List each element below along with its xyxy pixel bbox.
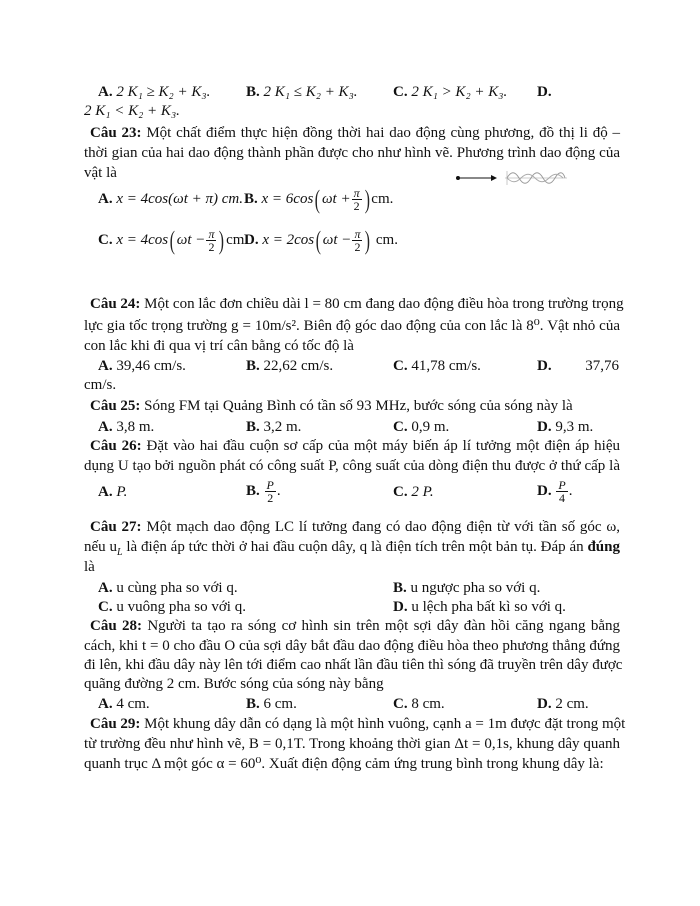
q27-option-d[interactable]: D. u lệch pha bất kì so với q. <box>393 599 566 615</box>
q27-option-c[interactable]: C. u vuông pha so với q. <box>98 599 246 615</box>
q24-line-1: Câu 24: Một con lắc đơn chiều dài l = 80 cm đang dao động điều hòa trong trường trọng <box>90 296 624 312</box>
q25-option-b[interactable]: B. 3,2 m. <box>246 419 302 435</box>
q28-line-1: Câu 28: Người ta tạo ra sóng cơ hình sin trên một sợi dây đàn hồi căng ngang bằng <box>90 618 621 634</box>
q24-option-c[interactable]: C. 41,78 cm/s. <box>393 358 481 374</box>
q26-option-b[interactable]: B. $\frac{P}{2}$ . <box>246 478 281 506</box>
q23-option-b[interactable]: B. x = 6cos( ωt + $\frac{\pi}{2}$ ) cm. <box>244 184 394 214</box>
q23-option-a[interactable]: A. x = 4cos(ωt + π) cm. <box>98 191 243 207</box>
q24-line-3: con lắc khi đi qua vị trí cân bằng có tốc độ là <box>84 338 354 354</box>
q25-line-1: Câu 25: Sóng FM tại Quảng Bình có tần số 93 MHz, bước sóng của sóng này là <box>90 398 573 414</box>
q29-line-1: Câu 29: Một khung dây dẫn có dạng là một hình vuông, cạnh a = 1m được đặt trong một <box>90 716 626 732</box>
q26-option-d[interactable]: D. $\frac{P}{4}$ . <box>537 478 573 506</box>
q25-option-a[interactable]: A. 3,8 m. <box>98 419 155 435</box>
q23-line-1: Câu 23: Một chất điểm thực hiện đồng thời hai dao động cùng phương, đồ thị li độ – <box>90 125 621 141</box>
q28-option-d[interactable]: D. 2 cm. <box>537 696 589 712</box>
q23-option-c[interactable]: C. x = 4cos( ωt − $\frac{\pi}{2}$ ) cm. <box>98 225 249 255</box>
prev-option-d-text: 2 K₁ < K₂ + K₃. <box>84 103 180 119</box>
q28-option-c[interactable]: C. 8 cm. <box>393 696 445 712</box>
q28-line-2: cách, khi t = 0 cho đầu O của sợi dây bắt đầu dao động điều hòa theo phương thẳng đứng <box>84 638 620 654</box>
prev-option-c[interactable]: C. 2 K₁ > K₂ + K₃. <box>393 84 508 100</box>
q27-option-b[interactable]: B. u ngược pha so với q. <box>393 580 541 596</box>
q28-option-a[interactable]: A. 4 cm. <box>98 696 150 712</box>
q24-option-b[interactable]: B. 22,62 cm/s. <box>246 358 334 374</box>
q27-line-1: Câu 27: Một mạch dao động LC lí tưởng đang có dao động điện từ với tần số góc ω, <box>90 519 621 535</box>
q24-option-a[interactable]: A. 39,46 cm/s. <box>98 358 186 374</box>
q27-option-a[interactable]: A. u cùng pha so với q. <box>98 580 238 596</box>
q26-line-2: dụng U tạo bởi nguồn phát có công suất P, công suất của dòng điện thu được ở thứ cấp là <box>84 458 620 474</box>
q28-line-4: quãng đường 2 cm. Bước sóng của sóng này bằng <box>84 676 384 692</box>
q24-option-d-cont: cm/s. <box>84 377 117 393</box>
q23-line-2: thời gian của hai dao động thành phần được cho như hình vẽ. Phương trình dao động của <box>84 145 620 161</box>
q26-option-a[interactable]: A. P. <box>98 484 128 500</box>
prev-option-d[interactable]: D. <box>537 84 552 100</box>
q23-line-3: vật là <box>84 165 117 181</box>
q26-line-1: Câu 26: Đặt vào hai đầu cuộn sơ cấp của một máy biến áp lí tưởng một điện áp hiệu <box>90 438 621 454</box>
q26-option-c[interactable]: C. 2 P. <box>393 484 434 500</box>
q25-option-d[interactable]: D. 9,3 m. <box>537 419 594 435</box>
q24-line-2: lực gia tốc trọng trường g = 10m/s². Biên độ góc dao động của con lắc là 8⁰. Vật nhỏ của <box>84 318 620 334</box>
oscillation-graph-thumbnail <box>455 168 570 188</box>
prev-option-a[interactable]: A. 2 K₁ ≥ K₂ + K₃. <box>98 84 211 100</box>
q28-option-b[interactable]: B. 6 cm. <box>246 696 297 712</box>
q23-option-d[interactable]: D. x = 2cos( ωt − $\frac{\pi}{2}$ ) cm. <box>244 225 398 255</box>
q25-option-c[interactable]: C. 0,9 m. <box>393 419 450 435</box>
q24-option-d[interactable]: D. 37,76 <box>537 358 619 374</box>
prev-option-b[interactable]: B. 2 K₁ ≤ K₂ + K₃. <box>246 84 358 100</box>
q27-line-2: nếu $u_L$ là điện áp tức thời ở hai đầu cuộn dây, q là điện tích trên một bản tụ. Đáp án đúng <box>84 539 620 558</box>
q29-line-2: từ trường đều như hình vẽ, B = 0,1T. Trong khoảng thời gian Δt = 0,1s, khung dây quanh <box>84 736 620 752</box>
q28-line-3: đi lên, khi đầu dây này lên tới điểm cao nhất lần đầu tiên thì sóng đã truyền trên dây được <box>84 657 623 673</box>
q29-line-3: quanh trục Δ một góc α = 60⁰. Xuất điện động cảm ứng trung bình trong khung dây là: <box>84 756 604 772</box>
q27-line-3: là <box>84 559 95 575</box>
